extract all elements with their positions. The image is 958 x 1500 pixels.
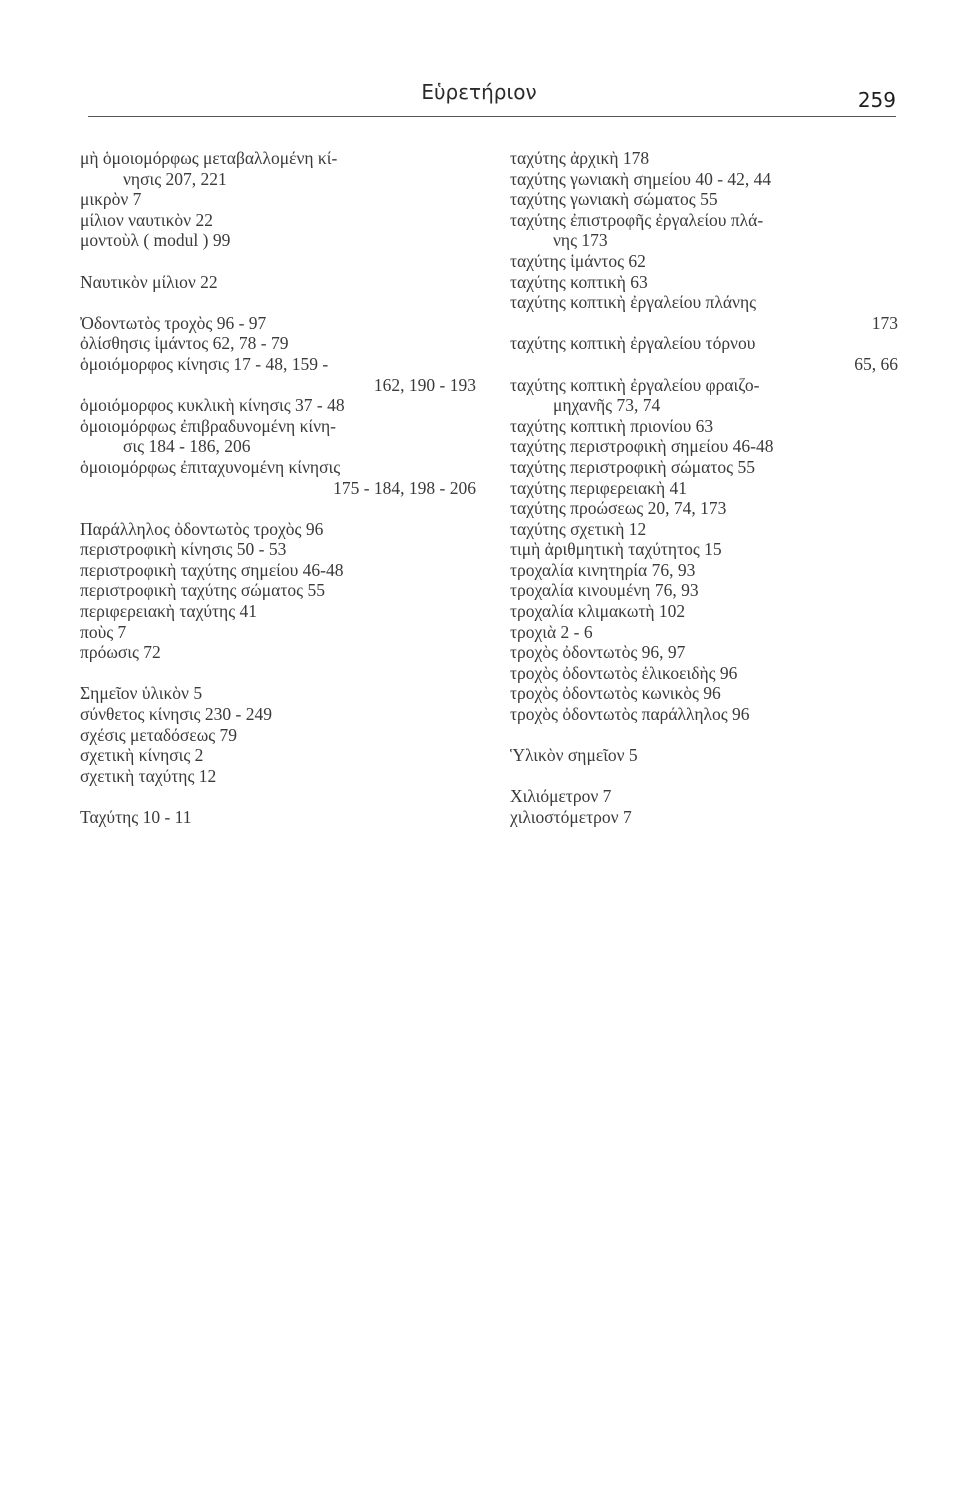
page-number: 259	[857, 88, 896, 112]
index-entry: μικρὸν 7	[80, 189, 142, 210]
index-entry: Σημεῖον ὑλικὸν 5	[80, 683, 203, 704]
index-entry: τροχαλία κινητηρία 76, 93	[510, 559, 696, 580]
index-entry: Ὑλικὸν σημεῖον 5	[510, 745, 638, 766]
index-entry: περιστροφικὴ κίνησις 50 - 53	[80, 539, 287, 560]
index-entry-continuation: 175 - 184, 198 - 206	[333, 477, 476, 498]
index-column-left	[80, 148, 476, 828]
index-entry: τροχὸς ὀδοντωτὸς ἑλικοειδὴς 96	[510, 662, 738, 683]
index-entry: Ταχύτης 10 - 11	[80, 807, 192, 827]
section-gap	[80, 663, 476, 684]
index-entry: ταχύτης κοπτικὴ 63	[510, 271, 648, 292]
index-entry: ταχύτης ἐπιστροφῆς ἐργαλείου πλά-	[510, 209, 764, 230]
index-entry: περιστροφικὴ ταχύτης σώματος 55	[80, 580, 325, 601]
index-entry: Παράλληλος ὀδοντωτὸς τροχὸς 96	[80, 518, 324, 539]
index-entry-continuation: 173	[871, 312, 898, 333]
index-entry: Χιλιόμετρον 7	[510, 786, 612, 807]
running-header-title: Εὑρετήριον	[421, 80, 537, 104]
index-entry: περιφερειακὴ ταχύτης 41	[80, 601, 257, 622]
index-entry: ταχύτης κοπτικὴ πριονίου 63	[510, 415, 714, 436]
section-gap	[80, 292, 476, 313]
index-entry: μίλιον ναυτικὸν 22	[80, 209, 213, 230]
index-entry-continuation: σις 184 - 186, 206	[123, 436, 251, 457]
index-entry: χιλιοστόμετρον 7	[510, 807, 632, 827]
index-entry: ταχύτης κοπτικὴ ἐργαλείου τόρνου	[510, 333, 756, 354]
index-entry-continuation: 162, 190 - 193	[373, 374, 476, 395]
index-entry-continuation: μηχανῆς 73, 74	[553, 395, 661, 416]
index-column-right	[510, 148, 898, 828]
index-entry: μὴ ὁμοιομόρφως μεταβαλλομένη κί-	[80, 148, 338, 168]
section-gap	[510, 725, 898, 746]
index-entry: σχέσις μεταδόσεως 79	[80, 724, 238, 745]
index-entry: περιστροφικὴ ταχύτης σημείου 46-48	[80, 559, 344, 580]
index-entry: ταχύτης περιστροφικὴ σημείου 46-48	[510, 436, 774, 457]
index-entry: Ναυτικὸν μίλιον 22	[80, 271, 218, 292]
index-entry: ὀλίσθησις ἱμάντος 62, 78 - 79	[80, 333, 289, 354]
index-entry: ὁμοιομόρφως ἐπιταχυνομένη κίνησις	[80, 456, 341, 477]
section-gap	[80, 498, 476, 519]
index-entry: σχετικὴ ταχύτης 12	[80, 765, 217, 786]
index-entry: Ὀδοντωτὸς τροχὸς 96 - 97	[80, 312, 267, 333]
header-rule	[88, 116, 896, 117]
index-entry: ταχύτης γωνιακὴ σώματος 55	[510, 189, 718, 210]
index-entry: τροχαλία κλιμακωτὴ 102	[510, 601, 686, 622]
index-entry: τροχὸς ὀδοντωτὸς 96, 97	[510, 642, 686, 663]
index-entry: ταχύτης ἀρχικὴ 178	[510, 148, 650, 168]
index-entry: ταχύτης προώσεως 20, 74, 173	[510, 498, 727, 519]
index-entry: τροχὸς ὀδοντωτὸς παράλληλος 96	[510, 704, 750, 725]
index-entry-continuation: 65, 66	[854, 353, 898, 374]
index-entry: ὁμοιόμορφος κίνησις 17 - 48, 159 -	[80, 353, 329, 374]
index-entry: πρόωσις 72	[80, 642, 161, 663]
index-entry: ταχύτης κοπτικὴ ἐργαλείου πλάνης	[510, 292, 757, 313]
index-entry: ταχύτης περιστροφικὴ σώματος 55	[510, 456, 755, 477]
index-entry: σχετικὴ κίνησις 2	[80, 745, 204, 766]
index-entry: ταχύτης ἱμάντος 62	[510, 250, 646, 271]
index-entry-continuation: νησις 207, 221	[123, 168, 227, 189]
section-gap	[510, 766, 898, 787]
index-entry: σύνθετος κίνησις 230 - 249	[80, 704, 272, 725]
index-entry: τροχὸς ὀδοντωτὸς κωνικὸς 96	[510, 683, 721, 704]
index-entry: ὁμοιομόρφως ἐπιβραδυνομένη κίνη-	[80, 415, 336, 436]
index-entry: ταχύτης περιφερειακὴ 41	[510, 477, 687, 498]
index-entry: τιμὴ ἀριθμητικὴ ταχύτητος 15	[510, 539, 722, 560]
index-entry-continuation: νης 173	[553, 230, 608, 251]
section-gap	[80, 786, 476, 807]
index-entry: μοντοὺλ ( modul ) 99	[80, 230, 231, 251]
index-entry: ποὺς 7	[80, 621, 127, 642]
index-entry: ταχύτης σχετικὴ 12	[510, 518, 647, 539]
section-gap	[80, 251, 476, 272]
index-entry: ταχύτης κοπτικὴ ἐργαλείου φραιζο-	[510, 374, 760, 395]
index-entry: τροχιὰ 2 - 6	[510, 621, 593, 642]
index-entry: τροχαλία κινουμένη 76, 93	[510, 580, 699, 601]
index-entry: ταχύτης γωνιακὴ σημείου 40 - 42, 44	[510, 168, 772, 189]
index-entry: ὁμοιόμορφος κυκλικὴ κίνησις 37 - 48	[80, 395, 345, 416]
